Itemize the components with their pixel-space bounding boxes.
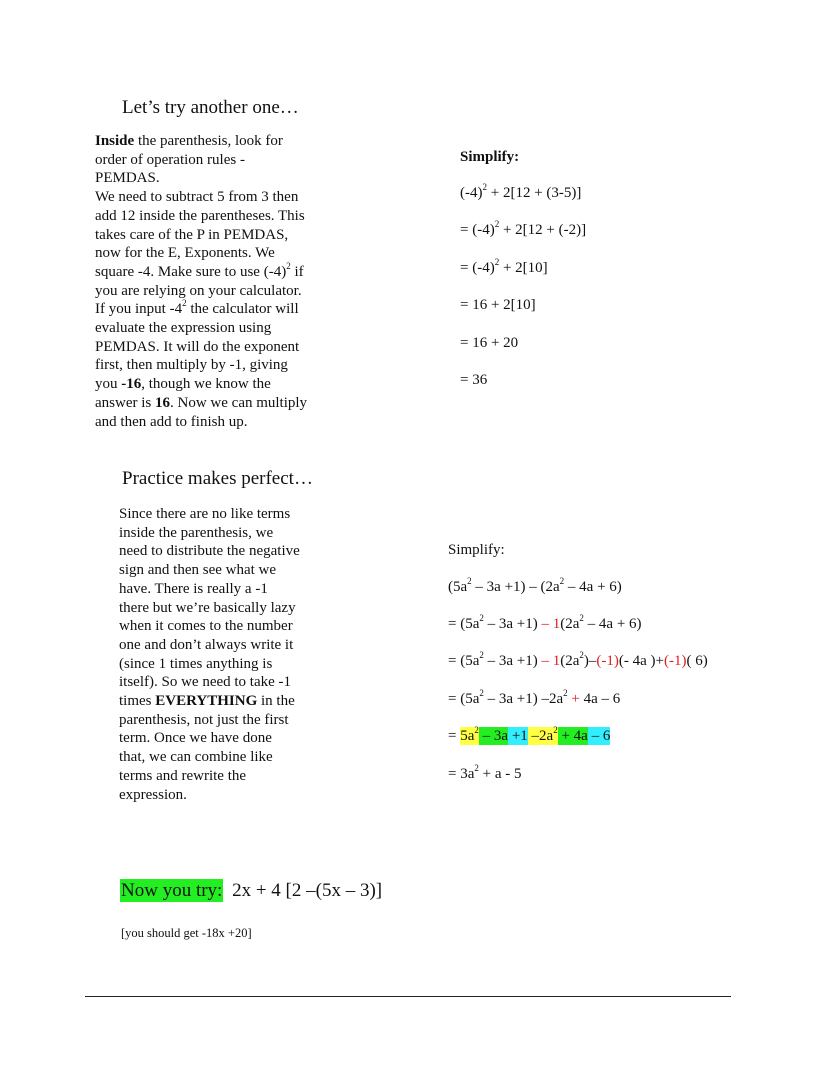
math-step: = 16 + 20: [460, 335, 519, 351]
answer-note: [you should get -18x +20]: [121, 926, 252, 940]
explanation-line: answer is 16. Now we can multiply: [95, 394, 308, 411]
explanation-line: terms and rewrite the: [119, 767, 247, 784]
highlight-green-term: + 4a: [557, 728, 588, 744]
simplify-label-1: Simplify:: [460, 149, 520, 165]
explanation-line: PEMDAS.: [95, 170, 160, 187]
simplify-label-2: Simplify:: [448, 542, 505, 558]
math-step: $(5a^2 - 3a +1) - (2a^2 - 4a + 6)$: [448, 576, 622, 595]
explanation-line: times EVERYTHING in the: [119, 693, 295, 710]
footer-rule: [85, 996, 731, 997]
explanation-line: have. There is really a -1: [119, 580, 268, 597]
math-step: = $(5a^2 - 3a +1) - 1(2a^2 - 4a + 6)$: [448, 613, 642, 632]
explanation-line: PEMDAS. It will do the exponent: [95, 338, 300, 355]
math-step: = $(-4)^2 + 2[10]$: [460, 257, 548, 276]
explanation-line: need to distribute the negative: [119, 543, 300, 560]
explanation-line: there but we’re basically lazy: [119, 599, 296, 616]
math-step: = $(5a^2 - 3a +1) -2a^2 + 4a - 6$: [448, 688, 621, 707]
explanation-line: you are relying on your calculator.: [95, 282, 302, 299]
explanation-line: (since 1 times anything is: [119, 655, 273, 672]
explanation-line: sign and then see what we: [119, 562, 277, 579]
explanation-line: order of operation rules -: [95, 151, 245, 168]
explanation-line: itself). So we need to take -1: [119, 674, 292, 691]
explanation-line: first, then multiply by -1, giving: [95, 357, 288, 374]
highlight-cyan-term: – 6: [587, 728, 611, 744]
explanation-line: term. Once we have done: [119, 730, 272, 747]
explanation-line: Inside the parenthesis, look for: [95, 133, 283, 149]
explanation-line: expression.: [119, 786, 187, 803]
explanation-line: parenthesis, not just the first: [119, 711, 289, 728]
explanation-line: square -4. Make sure to use $(-4)^2$ if: [95, 260, 304, 280]
explanation-1: [95, 132, 335, 431]
highlight-cyan-term: +1: [508, 728, 528, 744]
explanation-line: that, we can combine like: [119, 749, 273, 766]
math-step: = $3a^2 + a - 5$: [448, 763, 522, 782]
highlighted-like-terms-step: = $5a^2 - 3a +1$ $-2a^2 + 4a - 6$: [448, 725, 611, 744]
explanation-line: Since there are no like terms: [119, 506, 291, 522]
math-step: = $(-4)^2 + 2[12 + (-2)]$: [460, 219, 587, 238]
section-heading-1: Let’s try another one…: [122, 97, 299, 118]
now-you-try-label: Now you try:: [121, 880, 223, 901]
explanation-line: inside the parenthesis, we: [119, 524, 274, 541]
math-step: = 16 + 2[10]: [460, 297, 536, 313]
math-step: $(-4)^2 + 2[12 + (3-5)]$: [460, 182, 582, 201]
explanation-line: now for the E, Exponents. We: [95, 245, 275, 262]
explanation-line: when it comes to the number: [119, 618, 293, 635]
math-step: = $(5a^2 - 3a +1) - 1(2a^2)-(-1)(-$ 4a )+(-1)( 6): [448, 650, 708, 669]
practice-problem: 2x + 4 [2 –(5x – 3)]: [232, 880, 383, 901]
highlight-yellow-term: $-2a^2$: [527, 725, 558, 744]
explanation-line: add 12 inside the parentheses. This: [95, 207, 305, 224]
explanation-line: We need to subtract 5 from 3 then: [95, 189, 299, 206]
math-step: = 36: [460, 372, 488, 388]
explanation-line: you -16, though we know the: [95, 376, 271, 393]
explanation-line: If you input $-4^2$ the calculator will: [95, 298, 299, 318]
highlight-green-term: – 3a: [478, 728, 509, 744]
section-heading-2: Practice makes perfect…: [122, 468, 313, 489]
explanation-line: one and don’t always write it: [119, 636, 294, 653]
explanation-line: takes care of the P in PEMDAS,: [95, 226, 289, 243]
highlight-yellow-term: $5a^2$: [460, 725, 479, 744]
explanation-line: evaluate the expression using: [95, 320, 272, 337]
explanation-2: [119, 505, 339, 804]
practice-prompt: [120, 880, 382, 902]
explanation-line: and then add to finish up.: [95, 413, 248, 430]
